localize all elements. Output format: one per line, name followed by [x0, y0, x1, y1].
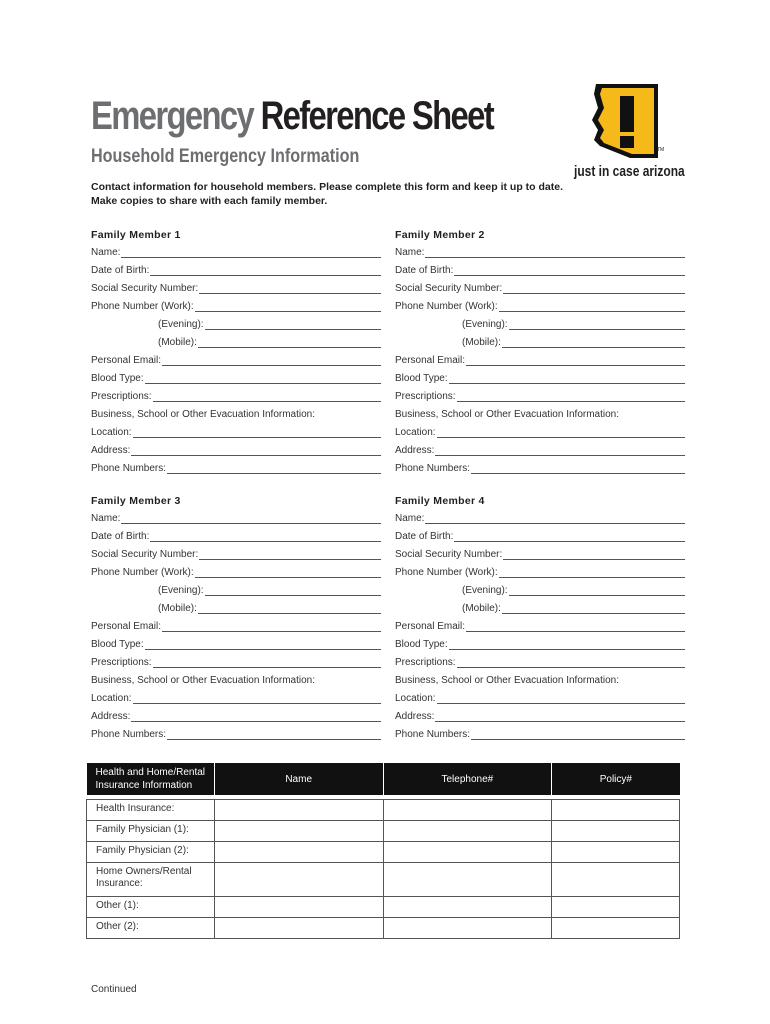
table-row — [87, 800, 680, 821]
row-label: Health Insurance: — [87, 800, 215, 821]
row-label: Other (1): — [87, 897, 215, 918]
name-cell[interactable] — [214, 897, 383, 918]
title-reference-sheet: Reference Sheet — [260, 94, 494, 138]
row-label: Family Physician (1): — [87, 821, 215, 842]
email-field[interactable]: Personal Email: — [91, 621, 381, 639]
evacuation-label: Business, School or Other Evacuation Information: — [91, 409, 316, 420]
email-field[interactable]: Personal Email: — [91, 355, 381, 373]
name-cell[interactable] — [214, 800, 383, 821]
ssn-field[interactable]: Social Security Number: — [91, 283, 381, 301]
phone-numbers-field[interactable]: Phone Numbers: — [91, 729, 381, 747]
blood-type-field[interactable]: Blood Type: — [395, 373, 685, 391]
column-header-insurance: Health and Home/Rental Insurance Information — [87, 763, 215, 795]
phone-numbers-field[interactable]: Phone Numbers: — [395, 463, 685, 481]
prescriptions-field[interactable]: Prescriptions: — [91, 391, 381, 409]
telephone-cell[interactable] — [383, 863, 552, 897]
evacuation-label: Business, School or Other Evacuation Information: — [395, 675, 620, 686]
prescriptions-field[interactable]: Prescriptions: — [395, 391, 685, 409]
location-field[interactable]: Location: — [91, 427, 381, 445]
location-field[interactable]: Location: — [395, 693, 685, 711]
address-field[interactable]: Address: — [395, 445, 685, 463]
phone-mobile-field[interactable]: (Mobile): — [91, 603, 381, 621]
column-header-telephone: Telephone# — [383, 763, 552, 795]
telephone-cell[interactable] — [383, 842, 552, 863]
ssn-field[interactable]: Social Security Number: — [395, 549, 685, 567]
dob-field[interactable]: Date of Birth: — [91, 531, 381, 549]
row-label: Home Owners/Rental Insurance: — [87, 863, 215, 897]
dob-field[interactable]: Date of Birth: — [395, 531, 685, 549]
row-label: Other (2): — [87, 918, 215, 939]
family-member-3 — [91, 495, 381, 747]
policy-cell[interactable] — [552, 863, 680, 897]
member-heading: Family Member 1 — [91, 229, 181, 241]
ssn-field[interactable]: Social Security Number: — [91, 549, 381, 567]
name-field[interactable]: Name: — [91, 247, 381, 265]
name-cell[interactable] — [214, 842, 383, 863]
blood-type-field[interactable]: Blood Type: — [395, 639, 685, 657]
address-field[interactable]: Address: — [91, 445, 381, 463]
telephone-cell[interactable] — [383, 918, 552, 939]
phone-evening-field[interactable]: (Evening): — [91, 319, 381, 337]
dob-field[interactable]: Date of Birth: — [91, 265, 381, 283]
insurance-table — [86, 763, 680, 939]
column-header-name: Name — [214, 763, 383, 795]
trademark-mark: TM — [657, 147, 665, 153]
name-field[interactable]: Name: — [395, 247, 685, 265]
telephone-cell[interactable] — [383, 897, 552, 918]
location-field[interactable]: Location: — [395, 427, 685, 445]
phone-work-field[interactable]: Phone Number (Work): — [395, 301, 685, 319]
phone-numbers-field[interactable]: Phone Numbers: — [91, 463, 381, 481]
member-heading: Family Member 3 — [91, 495, 181, 507]
policy-cell[interactable] — [552, 800, 680, 821]
policy-cell[interactable] — [552, 842, 680, 863]
phone-mobile-field[interactable]: (Mobile): — [91, 337, 381, 355]
name-cell[interactable] — [214, 821, 383, 842]
phone-numbers-field[interactable]: Phone Numbers: — [395, 729, 685, 747]
table-row — [87, 918, 680, 939]
prescriptions-field[interactable]: Prescriptions: — [91, 657, 381, 675]
phone-evening-field[interactable]: (Evening): — [395, 319, 685, 337]
continued-label: Continued — [91, 984, 137, 995]
address-field[interactable]: Address: — [395, 711, 685, 729]
title-emergency: Emergency — [91, 94, 254, 138]
email-field[interactable]: Personal Email: — [395, 621, 685, 639]
table-header-row — [87, 763, 680, 795]
phone-work-field[interactable]: Phone Number (Work): — [91, 567, 381, 585]
telephone-cell[interactable] — [383, 800, 552, 821]
logo-text: just in case arizona — [574, 163, 685, 180]
address-field[interactable]: Address: — [91, 711, 381, 729]
evacuation-label: Business, School or Other Evacuation Information: — [395, 409, 620, 420]
ssn-field[interactable]: Social Security Number: — [395, 283, 685, 301]
phone-mobile-field[interactable]: (Mobile): — [395, 603, 685, 621]
blood-type-field[interactable]: Blood Type: — [91, 639, 381, 657]
member-heading: Family Member 4 — [395, 495, 485, 507]
phone-evening-field[interactable]: (Evening): — [91, 585, 381, 603]
page-title — [91, 92, 493, 140]
table-row — [87, 821, 680, 842]
table-row — [87, 842, 680, 863]
evacuation-label: Business, School or Other Evacuation Information: — [91, 675, 316, 686]
member-heading: Family Member 2 — [395, 229, 485, 241]
policy-cell[interactable] — [552, 897, 680, 918]
prescriptions-field[interactable]: Prescriptions: — [395, 657, 685, 675]
email-field[interactable]: Personal Email: — [395, 355, 685, 373]
phone-evening-field[interactable]: (Evening): — [395, 585, 685, 603]
family-member-2 — [395, 229, 685, 481]
phone-work-field[interactable]: Phone Number (Work): — [395, 567, 685, 585]
phone-mobile-field[interactable]: (Mobile): — [395, 337, 685, 355]
table-row — [87, 863, 680, 897]
row-label: Family Physician (2): — [87, 842, 215, 863]
name-field[interactable]: Name: — [91, 513, 381, 531]
table-row — [87, 897, 680, 918]
policy-cell[interactable] — [552, 918, 680, 939]
phone-work-field[interactable]: Phone Number (Work): — [91, 301, 381, 319]
page-subtitle: Household Emergency Information — [91, 146, 360, 167]
policy-cell[interactable] — [552, 821, 680, 842]
name-field[interactable]: Name: — [395, 513, 685, 531]
telephone-cell[interactable] — [383, 821, 552, 842]
location-field[interactable]: Location: — [91, 693, 381, 711]
blood-type-field[interactable]: Blood Type: — [91, 373, 381, 391]
family-member-4 — [395, 495, 685, 747]
dob-field[interactable]: Date of Birth: — [395, 265, 685, 283]
family-member-1 — [91, 229, 381, 481]
intro-text: Contact information for household members. Please complete this form and keep it up to date. Make copies to share with each family member. — [91, 181, 563, 207]
column-header-policy: Policy# — [552, 763, 680, 795]
name-cell[interactable] — [214, 918, 383, 939]
name-cell[interactable] — [214, 863, 383, 897]
